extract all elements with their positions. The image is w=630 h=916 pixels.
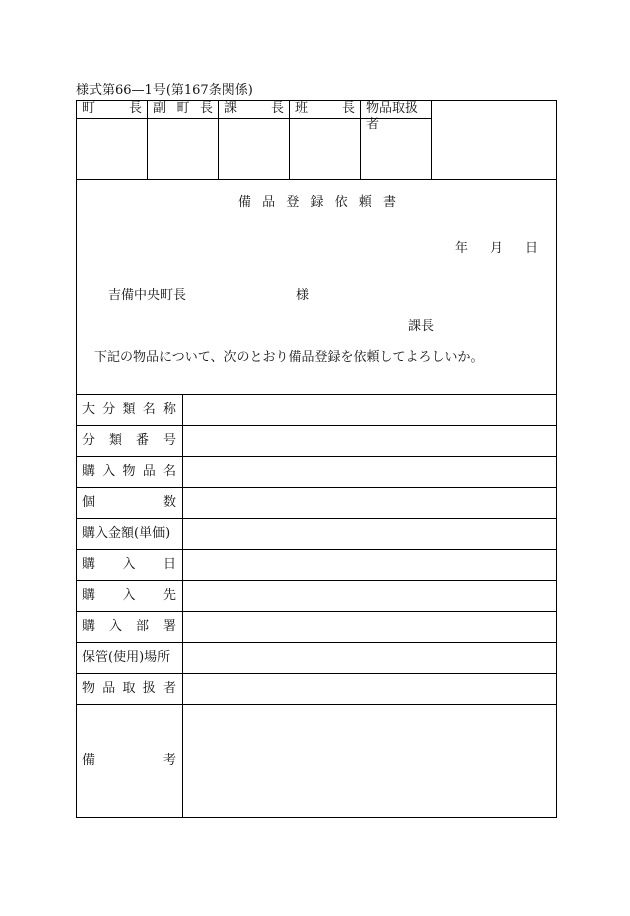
row-label-char: 名 [162,464,176,479]
row-label-char: 数 [162,495,176,510]
row-label-char: 番 [135,433,149,448]
approval-stamp-cell[interactable] [77,119,146,179]
row-label: 購入金額(単価) [82,526,171,541]
row-label-char: 類 [108,433,122,448]
row-label-char: 入 [108,619,122,634]
title-char: 品 [262,195,276,210]
row-label-char: 購 [82,619,96,634]
row-label [82,681,176,697]
document-title [238,195,396,211]
approval-header-2 [224,101,284,117]
row-value-field[interactable] [184,581,555,610]
row-label-char: 分 [82,433,96,448]
approval-stamp-cell[interactable] [290,119,359,179]
approval-header-4: 物品取扱者 [366,101,419,132]
approval-header-char: 長 [341,101,355,116]
row-label-char: 名 [142,402,156,417]
approval-header-0 [82,101,142,117]
row-label [82,464,176,480]
honorific: 様 [296,288,310,303]
row-label [82,402,176,418]
row-label-char: 取 [122,681,136,696]
approval-header-char: 班 [295,101,309,116]
row-value-field[interactable] [184,488,555,517]
approval-stamp-cell[interactable] [148,119,217,179]
approval-header-char: 町 [176,101,190,116]
sender-title: 課長 [408,319,435,334]
row-label [82,495,176,511]
row-label-char: 備 [82,753,96,768]
row-label-char: 扱 [142,681,156,696]
title-char: 録 [310,195,324,210]
row-label [82,433,176,449]
approval-header-char: 課 [224,101,238,116]
row-value-field[interactable] [184,643,555,672]
row-label-char: 者 [162,681,176,696]
title-char: 備 [238,195,252,210]
form-number: 様式第66—1号(第167条関係) [76,83,253,98]
row-label-char: 購 [82,588,96,603]
row-label [82,619,176,635]
approval-stamp-cell[interactable] [361,119,430,179]
row-value-field[interactable] [184,612,555,641]
row-label-char: 品 [142,464,156,479]
title-char: 頼 [358,195,372,210]
title-char: 依 [334,195,348,210]
row-label-char: 入 [122,557,136,572]
label-column-divider [182,394,183,818]
row-label-char: 入 [122,588,136,603]
date-part: 日 [524,241,538,256]
row-label [82,753,176,769]
date-part: 年 [455,241,469,256]
row-value-field[interactable] [184,457,555,486]
approval-stamp-cell[interactable] [219,119,288,179]
row-label-char: 物 [82,681,96,696]
title-char: 書 [382,195,396,210]
row-value-field[interactable] [184,426,555,455]
approval-header-3 [295,101,355,117]
row-label-char: 品 [102,681,116,696]
approval-header-1 [153,101,213,117]
row-label-char: 入 [102,464,116,479]
row-label-char: 物 [122,464,136,479]
row-value-field[interactable] [184,705,555,816]
row-label-char: 購 [82,464,96,479]
row-label-char: 考 [162,753,176,768]
approval-bottom-line [76,179,557,180]
row-label-char: 号 [162,433,176,448]
row-label-char: 部 [135,619,149,634]
approval-header-char: 長 [128,101,142,116]
row-label-char: 称 [162,402,176,417]
row-label-char: 大 [82,402,96,417]
approval-header-char: 長 [270,101,284,116]
row-label-char: 購 [82,557,96,572]
request-body-text: 下記の物品について、次のとおり備品登録を依頼してよろしいか。 [94,350,484,365]
addressee: 吉備中央町長 [108,288,187,303]
row-label: 保管(使用)場所 [82,650,171,665]
row-label [82,557,176,573]
approval-header-char: 副 [153,101,167,116]
row-label-char: 署 [162,619,176,634]
row-value-field[interactable] [184,550,555,579]
row-value-field[interactable] [184,519,555,548]
row-label-char: 類 [122,402,136,417]
title-char: 登 [286,195,300,210]
approval-header-char: 町 [82,101,96,116]
approval-header-char: 長 [199,101,213,116]
row-label [82,588,176,604]
approval-divider-5 [431,100,432,180]
row-value-field[interactable] [184,395,555,424]
date-part: 月 [489,241,503,256]
row-label-char: 分 [102,402,116,417]
row-label-char: 日 [162,557,176,572]
date-line [455,241,538,257]
row-value-field[interactable] [184,674,555,703]
row-label-char: 先 [162,588,176,603]
row-label-char: 個 [82,495,96,510]
